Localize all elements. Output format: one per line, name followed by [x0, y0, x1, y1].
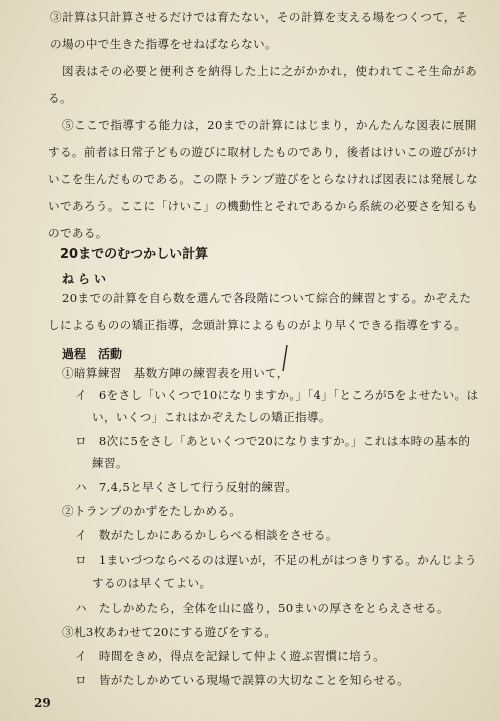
aim-label: ねらい	[62, 272, 111, 286]
pen-mark	[280, 344, 290, 372]
text-line: い，いくつ」これはかぞえたしの矯正指導。	[92, 410, 331, 424]
text-line: ①暗算練習 基数方陣の練習表を用いて，	[62, 366, 289, 380]
text-line: ロ 8次に5をさし「あといくつで20になりますか。」これは本時の基本的	[75, 434, 471, 448]
text-line: 20までの計算を自ら数を選んで各段階について綜合的練習とする。かぞえた	[62, 291, 472, 305]
section-title: 20までのむつかしい計算	[60, 247, 209, 262]
text-line: る。	[48, 91, 72, 105]
text-line: する。前者は日常子どもの遊びに取材したものであり，後者はけいこの遊びがけ	[48, 145, 478, 159]
text-line: イ 時間をきめ，得点を記録して仲よく遊ぶ習慣に培う。	[75, 649, 386, 663]
text-line: ③計算は只計算させるだけでは育たない，その計算を支える場をつくつて，そ	[50, 10, 468, 24]
text-line: いこを生んだものである。この際トランプ遊びをとらなければ図表には発展しな	[48, 172, 478, 186]
text-line: イ 6をさし「いくつで10になりますか。」「4」「ところが5をよせたい。は	[75, 388, 479, 402]
text-line: いであろう。ここに「けいこ」の機動性とそれであるから系統の必要さを知るも	[48, 199, 478, 213]
text-line: イ 数がたしかにあるかしらべる相談をさせる。	[75, 528, 338, 542]
text-line: の場の中で生きた指導をせねばならない。	[50, 37, 277, 51]
text-line: ③札3枚あわせて20にする遊びをする。	[62, 625, 277, 639]
text-line: ハ 7,4,5と早くさして行う反射的練習。	[75, 480, 298, 494]
text-line: ⑤ここで指導する能力は，20までの計算にはじまり，かんたんな図表に展開	[62, 118, 477, 132]
process-label: 過程 活動	[62, 347, 123, 361]
text-line: ロ 1まいづつならべるのは遅いが，不足の札がはつきりする。かんじよう	[75, 553, 477, 567]
text-line: 練習。	[92, 456, 128, 470]
text-line: ハ たしかめたら，全体を山に盛り，50まいの厚さをとらえさせる。	[75, 601, 449, 615]
text-line: のである。	[48, 226, 108, 240]
text-line: 図表はその必要と便利さを納得した上に之がかかれ，使われてこそ生命があ	[62, 64, 478, 78]
text-line: ロ 皆がたしかめている現場で誤算の大切なことを知らせる。	[75, 673, 410, 687]
text-line: ②トランプのかずをたしかめる。	[62, 504, 242, 518]
page-number: 29	[34, 696, 51, 710]
text-line: するのは早くてよい。	[92, 576, 212, 590]
text-line: しによるものの矯正指導，念頭計算によるものがより早くできる指導をする。	[48, 318, 467, 332]
